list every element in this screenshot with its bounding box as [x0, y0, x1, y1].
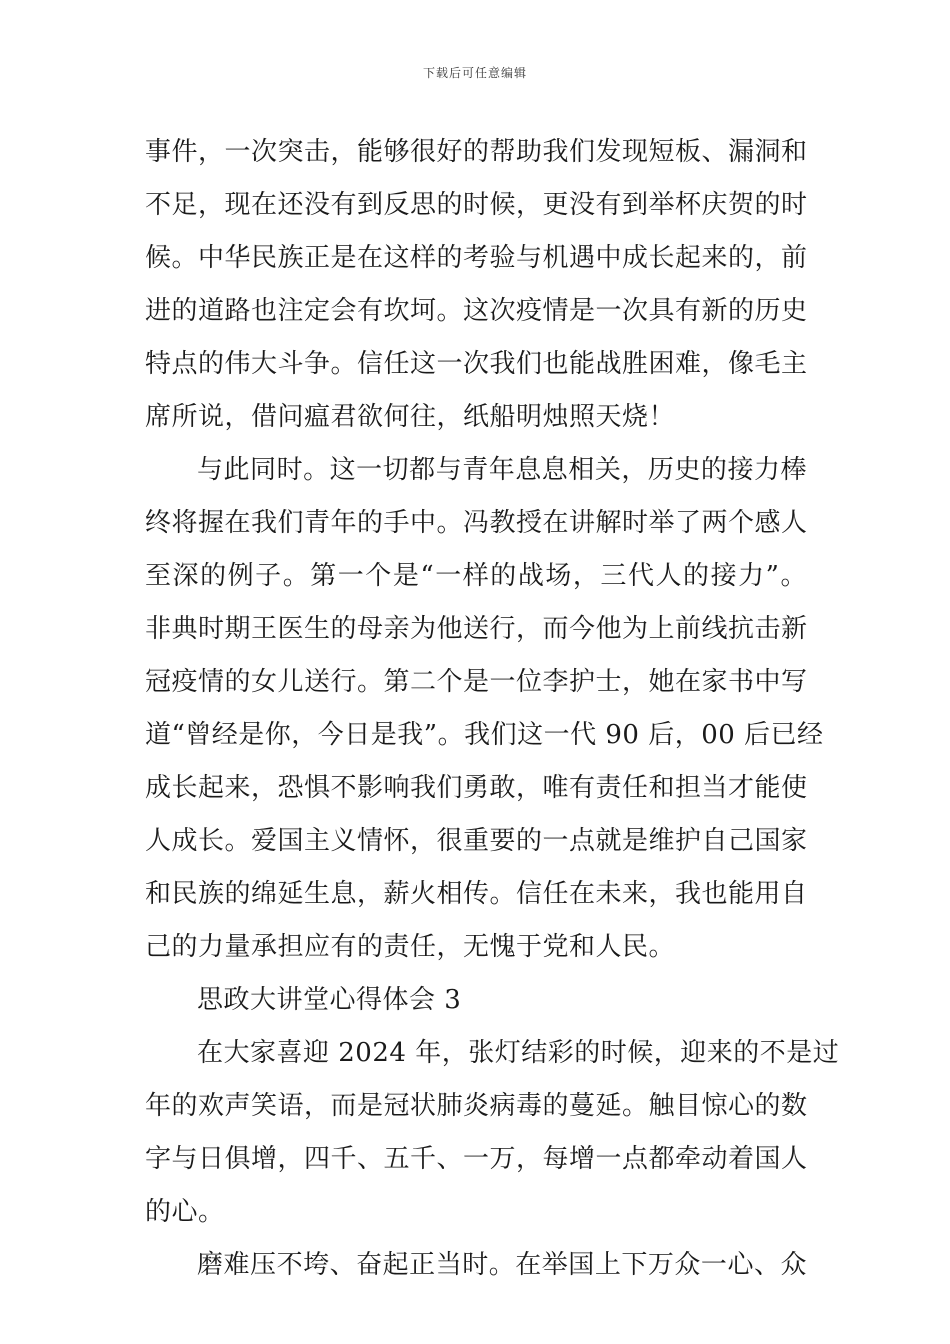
text-line: 和民族的绵延生息，薪火相传。信任在未来，我也能用自 — [145, 879, 808, 909]
text-line: 字与日俱增，四千、五千、一万，每增一点都牵动着国人 — [145, 1144, 808, 1174]
page-header: 下载后可任意编辑 — [422, 66, 527, 80]
section-heading: 思政大讲堂心得体会 3 — [197, 985, 462, 1015]
text-line: 非典时期王医生的母亲为他送行，而今他为上前线抗击新 — [145, 614, 808, 644]
text-line: 特点的伟大斗争。信任这一次我们也能战胜困难，像毛主 — [145, 349, 808, 379]
text-line: 与此同时。这一切都与青年息息相关，历史的接力棒 — [197, 455, 807, 485]
text-line: 候。中华民族正是在这样的考验与机遇中成长起来的，前 — [145, 243, 808, 273]
text-line: 人成长。爱国主义情怀，很重要的一点就是维护自己国家 — [145, 826, 808, 856]
text-line: 磨难压不垮、奋起正当时。在举国上下万众一心、众 — [197, 1250, 807, 1280]
text-line: 成长起来，恐惧不影响我们勇敢，唯有责任和担当才能使 — [145, 773, 808, 803]
text-line: 在大家喜迎 2024 年，张灯结彩的时候，迎来的不是过 — [197, 1038, 840, 1068]
text-line: 终将握在我们青年的手中。冯教授在讲解时举了两个感人 — [145, 508, 808, 538]
text-line: 的心。 — [145, 1197, 225, 1227]
text-line: 进的道路也注定会有坎坷。这次疫情是一次具有新的历史 — [145, 296, 808, 326]
text-line: 至深的例子。第一个是“一样的战场，三代人的接力”。 — [145, 561, 807, 591]
text-line: 不足，现在还没有到反思的时候，更没有到举杯庆贺的时 — [145, 190, 808, 220]
text-line: 道“曾经是你，今日是我”。我们这一代 90 后，00 后已经 — [145, 720, 824, 750]
text-line: 己的力量承担应有的责任，无愧于党和人民。 — [145, 932, 676, 962]
text-line: 冠疫情的女儿送行。第二个是一位李护士，她在家书中写 — [145, 667, 808, 697]
text-line: 事件，一次突击，能够很好的帮助我们发现短板、漏洞和 — [145, 137, 808, 167]
text-line: 席所说，借问瘟君欲何往，纸船明烛照天烧！ — [145, 402, 676, 432]
text-line: 年的欢声笑语，而是冠状肺炎病毒的蔓延。触目惊心的数 — [145, 1091, 808, 1121]
document-body — [145, 126, 840, 1292]
